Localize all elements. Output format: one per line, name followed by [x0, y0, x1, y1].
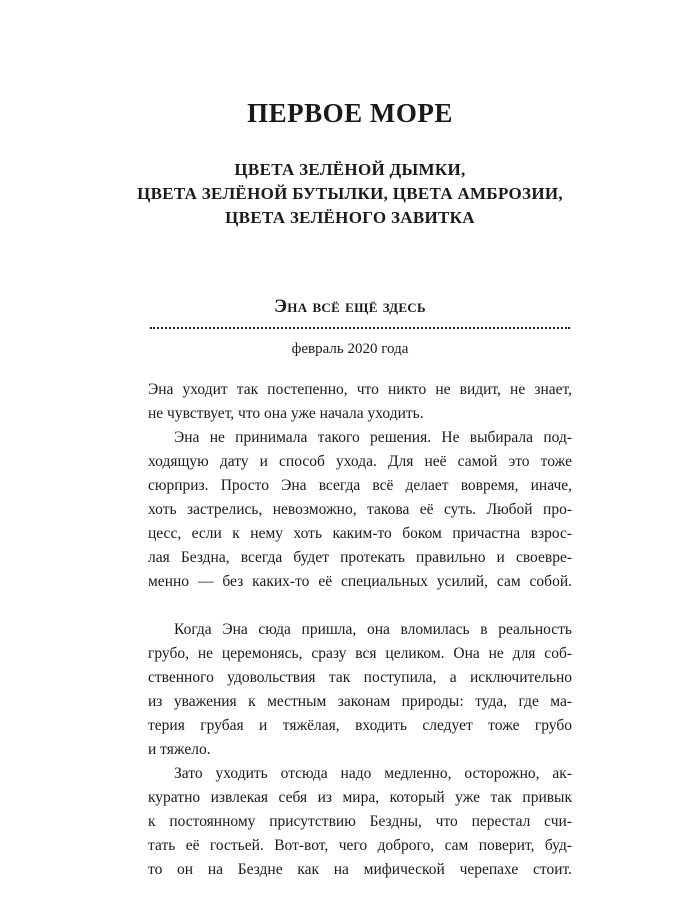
text-line: Эна уходит так постепенно, что никто не видит, не знает, [148, 381, 572, 398]
text-line: сюрприз. Просто Эна всегда всё делает вовремя, иначе, [148, 477, 572, 494]
dotted-divider [150, 327, 570, 329]
chapter-date: февраль 2020 года [291, 341, 409, 357]
text-line: ственного удовольствия так поступила, а исключительно [148, 669, 572, 686]
text-line: терия грубая и тяжёлая, входить следует тоже грубо [148, 717, 572, 734]
text-line: куратно извлекая себя из мира, который уже так привык [148, 789, 572, 806]
text-line: хоть застрелись, невозможно, такова её суть. Любой про- [148, 501, 572, 518]
text-line: ходящую дату и способ ухода. Для неё самой это тоже [148, 453, 572, 470]
text-line: Зато уходить отсюда надо медленно, осторожно, ак- [174, 765, 572, 782]
text-line: цесс, если к нему хоть каким-то боком причастна взрос- [148, 525, 572, 542]
body-text [148, 378, 572, 882]
section-break [148, 594, 572, 618]
text-line: тать её гостьей. Вот-вот, чего доброго, сам поверит, буд- [148, 837, 572, 854]
text-line: не чувствует, что она уже начала уходить. [148, 405, 424, 422]
text-line: грубо, не церемонясь, сразу вся целиком. Она не для соб- [148, 645, 572, 662]
text-line: и тяжело. [148, 741, 211, 758]
text-line: Эна не принимала такого решения. Не выбирала под- [174, 429, 572, 446]
text-line: менно — без каких-то её специальных усилий, сам собой. [148, 573, 572, 590]
text-line: к постоянному присутствию Бездны, что перестал счи- [148, 813, 572, 830]
text-line: лая Бездна, всегда будет протекать правильно и своевре- [148, 549, 572, 566]
subtitle-line: ЦВЕТА ЗЕЛЁНОЙ БУТЫЛКИ, ЦВЕТА АМБРОЗИИ, [137, 184, 563, 203]
subtitle-line: ЦВЕТА ЗЕЛЁНОГО ЗАВИТКА [225, 208, 475, 227]
subtitle-line: ЦВЕТА ЗЕЛЁНОЙ ДЫМКИ, [234, 160, 466, 179]
text-line: Когда Эна сюда пришла, она вломилась в реальность [174, 621, 572, 638]
text-line: из уважения к местным законам природы: туда, где ма- [148, 693, 572, 710]
chapter-title: Эна всё ещё здесь [274, 296, 426, 317]
part-subtitle [0, 158, 700, 230]
text-line: то он на Бездне как на мифической черепахе стоит. [148, 861, 572, 878]
part-title: ПЕРВОЕ МОРЕ [247, 98, 453, 128]
